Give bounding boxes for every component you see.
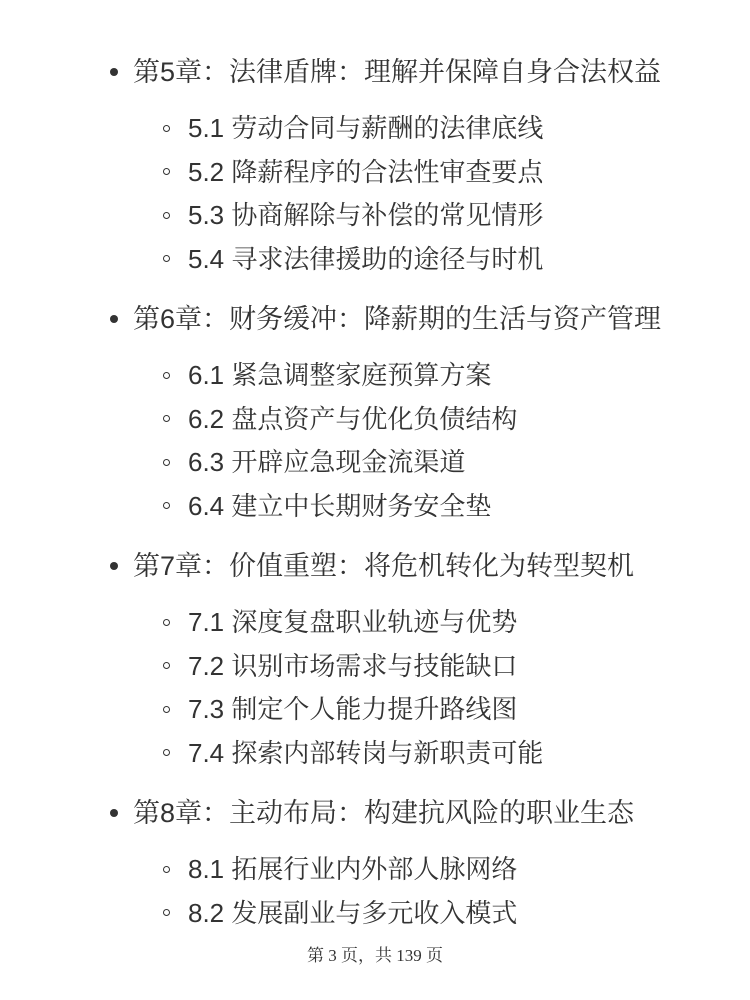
bullet-circle-icon: [163, 255, 170, 262]
section-title: 5.1 劳动合同与薪酬的法律底线: [188, 113, 544, 143]
section-item: [188, 688, 750, 732]
chapter-item: [0, 791, 750, 935]
bullet-circle-icon: [163, 866, 170, 873]
bullet-circle-icon: [163, 662, 170, 669]
bullet-circle-icon: [163, 619, 170, 626]
section-title: 6.2 盘点资产与优化负债结构: [188, 403, 518, 434]
section-title: 8.1 拓展行业内外部人脉网络: [188, 854, 518, 884]
chapter-title-line: [133, 297, 750, 341]
bullet-circle-icon: [163, 749, 170, 756]
section-list: [0, 354, 750, 528]
section-item: [188, 732, 750, 776]
section-title: 7.3 制定个人能力提升路线图: [188, 694, 518, 724]
section-title: 6.3 开辟应急现金流渠道: [188, 447, 466, 477]
section-item: [188, 441, 750, 485]
section-title: 6.1 紧急调整家庭预算方案: [188, 360, 492, 390]
bullet-disc-icon: [110, 68, 118, 76]
chapter-title-line: [133, 791, 750, 835]
section-item: [188, 601, 750, 645]
chapter-item: [0, 297, 750, 528]
chapter-item: [0, 50, 750, 281]
section-list: [0, 107, 750, 281]
section-list: [0, 848, 750, 935]
chapter-title: 第8章：主动布局：构建抗风险的职业生态: [133, 798, 635, 828]
bullet-circle-icon: [163, 459, 170, 466]
section-item: [188, 194, 750, 238]
chapter-title-line: [133, 50, 750, 94]
section-item: [188, 398, 750, 442]
section-item: [188, 485, 750, 529]
bullet-circle-icon: [163, 706, 170, 713]
bullet-disc-icon: [110, 809, 118, 817]
section-title: 5.3 协商解除与补偿的常见情形: [188, 200, 544, 230]
chapter-title: 第7章：价值重塑：将危机转化为转型契机: [133, 551, 635, 581]
section-title: 5.4 寻求法律援助的途径与时机: [188, 243, 544, 274]
bullet-circle-icon: [163, 909, 170, 916]
bullet-disc-icon: [110, 562, 118, 570]
section-title: 8.2 发展副业与多元收入模式: [188, 897, 518, 928]
chapter-title: 第5章：法律盾牌：理解并保障自身合法权益: [133, 57, 662, 87]
section-item: [188, 238, 750, 282]
bullet-circle-icon: [163, 125, 170, 132]
bullet-circle-icon: [163, 372, 170, 379]
section-item: [188, 848, 750, 892]
bullet-circle-icon: [163, 168, 170, 175]
chapter-title-line: [133, 544, 750, 588]
chapter-title: 第6章：财务缓冲：降薪期的生活与资产管理: [133, 304, 662, 334]
section-title: 7.4 探索内部转岗与新职责可能: [188, 737, 544, 768]
bullet-circle-icon: [163, 502, 170, 509]
section-title: 7.1 深度复盘职业轨迹与优势: [188, 607, 518, 637]
section-item: [188, 892, 750, 936]
page-number-footer: 第 3 页，共 139 页: [307, 946, 443, 965]
section-item: [188, 645, 750, 689]
bullet-circle-icon: [163, 415, 170, 422]
bullet-disc-icon: [110, 315, 118, 323]
section-title: 5.2 降薪程序的合法性审查要点: [188, 156, 544, 187]
section-item: [188, 151, 750, 195]
section-item: [188, 354, 750, 398]
bullet-circle-icon: [163, 212, 170, 219]
section-title: 6.4 建立中长期财务安全垫: [188, 490, 492, 521]
table-of-contents: [0, 50, 750, 951]
section-title: 7.2 识别市场需求与技能缺口: [188, 650, 518, 681]
section-list: [0, 601, 750, 775]
section-item: [188, 107, 750, 151]
chapter-item: [0, 544, 750, 775]
